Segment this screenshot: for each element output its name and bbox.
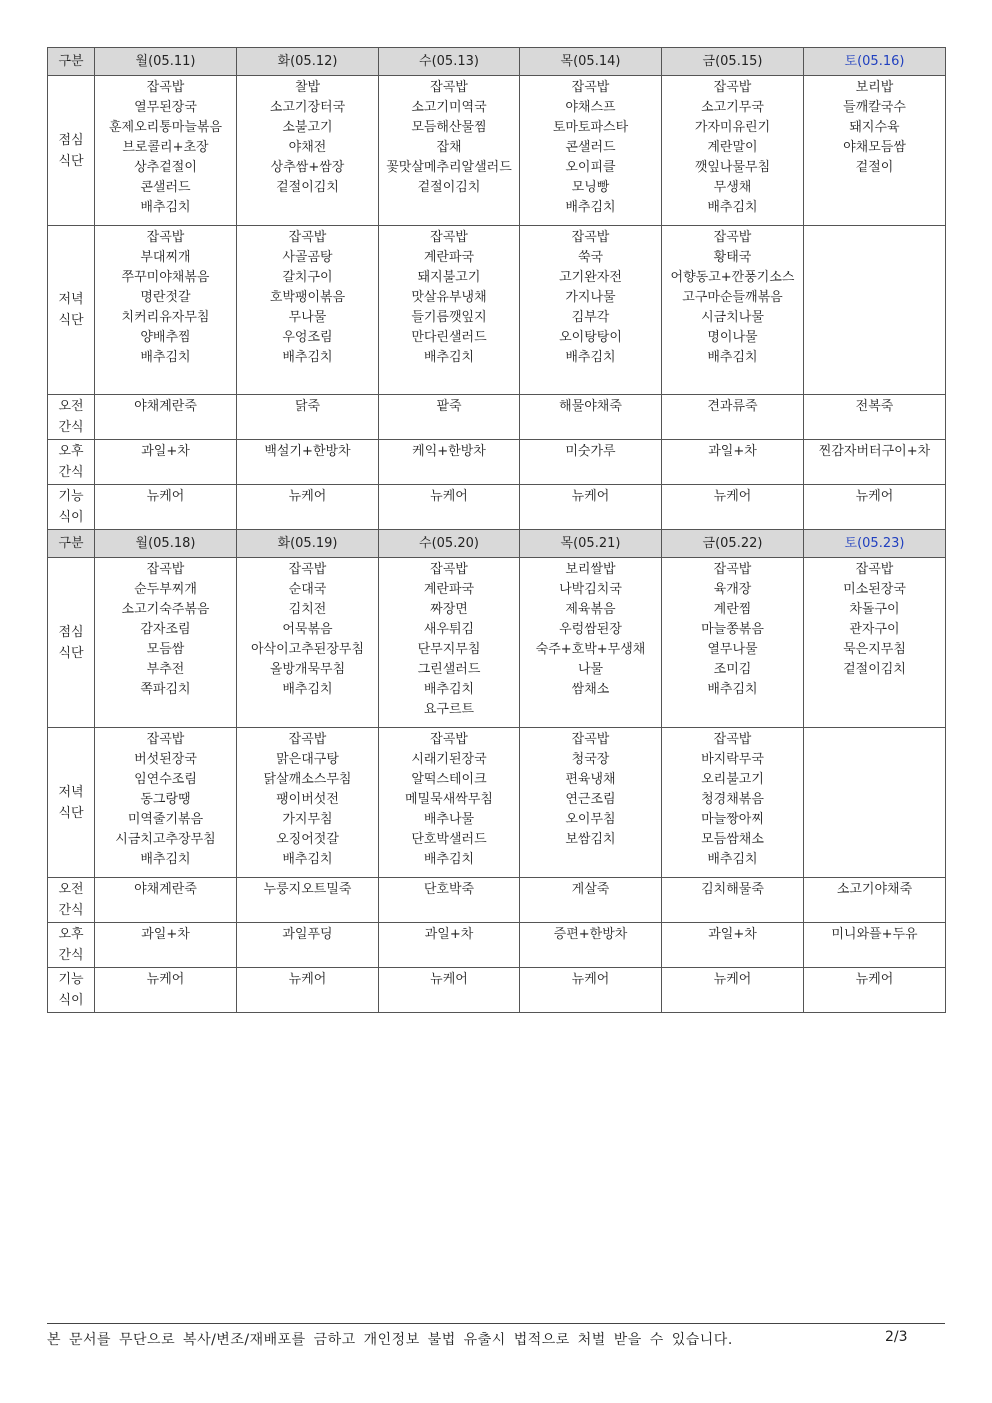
day-header: 목(05.21) (520, 530, 662, 558)
menu-item: 과일+차 (141, 444, 190, 459)
menu-item: 뉴케어 (571, 972, 610, 987)
menu-item: 순대국 (288, 582, 327, 597)
menu-item: 열무된장국 (134, 100, 197, 115)
menu-item: 계란말이 (707, 140, 758, 155)
menu-cell (662, 76, 804, 226)
menu-item: 소고기야채죽 (836, 882, 913, 897)
menu-item: 과일+차 (708, 927, 757, 942)
menu-item: 고기완자전 (559, 270, 622, 285)
menu-item: 뉴케어 (146, 972, 185, 987)
menu-item: 배추김치 (140, 200, 191, 215)
menu-item: 잡곡밥 (571, 230, 610, 245)
menu-item: 명이나물 (707, 330, 758, 345)
menu-cell (662, 923, 804, 968)
menu-cell (804, 440, 946, 485)
day-header: 화(05.12) (237, 48, 379, 76)
menu-item: 들기름깻잎지 (411, 310, 487, 325)
menu-cell (237, 440, 379, 485)
menu-item: 케익+한방차 (412, 444, 486, 459)
menu-cell (237, 728, 379, 878)
menu-item: 잡곡밥 (288, 562, 327, 577)
menu-item: 뉴케어 (288, 489, 327, 504)
menu-cell (237, 485, 379, 530)
menu-item: 맑은대구탕 (276, 752, 339, 767)
day-header: 금(05.15) (662, 48, 804, 76)
menu-item: 배추김치 (423, 682, 475, 697)
menu-item: 메밀묵새싹무침 (405, 792, 493, 807)
menu-cell (804, 878, 946, 923)
menu-cell (520, 485, 662, 530)
menu-item: 고구마순들깨볶음 (682, 290, 783, 305)
dinner-row (48, 226, 946, 395)
menu-item: 그린샐러드 (417, 662, 481, 677)
menu-cell (804, 968, 946, 1013)
menu-item: 미니와플+두유 (831, 927, 918, 942)
menu-cell (520, 440, 662, 485)
menu-item: 잡곡밥 (430, 732, 468, 747)
menu-item: 뉴케어 (288, 972, 327, 987)
menu-item: 묵은지무침 (843, 642, 906, 657)
menu-item: 잡채 (436, 140, 462, 155)
menu-item: 잡곡밥 (146, 230, 185, 245)
menu-cell (804, 226, 946, 395)
row-label: 점심 식단 (48, 558, 95, 728)
menu-item: 콘샐러드 (140, 180, 191, 195)
menu-item: 잡곡밥 (713, 80, 752, 95)
menu-item: 겉절이 (855, 160, 894, 175)
menu-item: 야채모듬쌈 (843, 140, 906, 155)
menu-item: 모듬쌈채소 (701, 832, 764, 847)
menu-item: 배추나물 (423, 812, 475, 827)
menu-cell (95, 923, 237, 968)
menu-item: 나박김치국 (559, 582, 622, 597)
menu-cell (237, 558, 379, 728)
menu-item: 과일+차 (424, 927, 474, 942)
menu-item: 과일푸딩 (282, 927, 333, 942)
menu-cell (520, 923, 662, 968)
menu-item: 증편+한방차 (553, 927, 628, 942)
footer-divider (47, 1323, 945, 1324)
menu-item: 나물 (577, 662, 604, 677)
menu-item: 소고기숙주볶음 (121, 602, 210, 617)
menu-cell (662, 395, 804, 440)
menu-item: 모듬해산물찜 (411, 120, 487, 135)
menu-item: 황태국 (713, 250, 752, 265)
row-label: 오후 간식 (48, 440, 95, 485)
page-number: 2/3 (885, 1329, 908, 1345)
row-label: 오후 간식 (48, 923, 95, 968)
day-header: 금(05.22) (662, 530, 804, 558)
menu-cell (379, 440, 520, 485)
meal-menu-table (47, 47, 946, 1013)
menu-item: 명란젓갈 (140, 290, 191, 305)
menu-item: 편육냉채 (565, 772, 616, 787)
menu-item: 팥죽 (436, 399, 462, 414)
menu-item: 육개장 (713, 582, 752, 597)
menu-cell (804, 76, 946, 226)
menu-item: 갈치구이 (282, 270, 333, 285)
menu-item: 동그랑땡 (140, 792, 191, 807)
menu-cell (237, 878, 379, 923)
menu-item: 소고기장터국 (269, 100, 346, 115)
menu-item: 배추김치 (423, 852, 475, 867)
week-header-row (48, 48, 946, 76)
menu-item: 시래기된장국 (411, 752, 487, 767)
row-label: 점심 식단 (48, 76, 95, 226)
menu-item: 겉절이김치 (417, 180, 481, 195)
week-header-row (48, 530, 946, 558)
menu-item: 청국장 (571, 752, 610, 767)
menu-item: 브로콜리+초장 (122, 140, 209, 155)
menu-item: 잡곡밥 (571, 80, 610, 95)
menu-item: 무나물 (288, 310, 327, 325)
dinner-row (48, 728, 946, 878)
menu-item: 훈제오리통마늘볶음 (108, 120, 223, 135)
menu-item: 상추쌈+쌈장 (270, 160, 345, 175)
menu-cell (520, 76, 662, 226)
menu-item: 오이무침 (565, 812, 616, 827)
menu-item: 임연수조림 (134, 772, 197, 787)
menu-item: 상추겉절이 (134, 160, 197, 175)
menu-item: 숙주+호박+무생채 (535, 642, 646, 657)
pm-snack-row (48, 440, 946, 485)
menu-item: 우엉조림 (282, 330, 333, 345)
menu-item: 보리쌀밥 (565, 562, 616, 577)
menu-item: 돼지수육 (849, 120, 900, 135)
row-label: 오전 간식 (48, 395, 95, 440)
am-snack-row (48, 395, 946, 440)
row-label: 저녁 식단 (48, 226, 95, 395)
menu-item: 모듬쌈 (146, 642, 185, 657)
menu-item: 야채계란죽 (134, 882, 197, 897)
menu-item: 치커리유자무침 (121, 310, 210, 325)
menu-item: 찐감자버터구이+차 (818, 444, 931, 459)
menu-cell (520, 395, 662, 440)
menu-cell (662, 878, 804, 923)
menu-item: 해물야채죽 (559, 399, 622, 414)
menu-item: 조미김 (713, 662, 752, 677)
menu-item: 전복죽 (855, 399, 894, 414)
menu-item: 배추김치 (140, 350, 191, 365)
menu-item: 겉절이김치 (843, 662, 906, 677)
menu-item: 잡곡밥 (571, 732, 610, 747)
pm-snack-row (48, 923, 946, 968)
menu-item: 부대찌개 (140, 250, 191, 265)
menu-item: 과일+차 (708, 444, 757, 459)
menu-item: 계란파국 (423, 582, 475, 597)
menu-item: 배추김치 (423, 350, 475, 365)
menu-item: 잡곡밥 (288, 230, 327, 245)
menu-item: 보리밥 (855, 80, 894, 95)
menu-cell (379, 76, 520, 226)
menu-item: 계란파국 (423, 250, 475, 265)
menu-item: 계란찜 (713, 602, 752, 617)
footer-notice: 본 문서를 무단으로 복사/변조/재배포를 금하고 개인정보 불법 유출시 법적으로 처벌 받을 수 있습니다. (47, 1332, 733, 1348)
menu-item: 호박팽이볶음 (269, 290, 346, 305)
menu-item: 돼지불고기 (417, 270, 481, 285)
menu-item: 잡곡밥 (713, 562, 752, 577)
menu-item: 양배추찜 (140, 330, 191, 345)
menu-item: 김치전 (288, 602, 327, 617)
header-label: 구분 (48, 48, 95, 76)
menu-cell (95, 878, 237, 923)
header-label: 구분 (48, 530, 95, 558)
menu-item: 가지무침 (282, 812, 333, 827)
menu-item: 마늘쫑볶음 (701, 622, 764, 637)
menu-item: 야채스프 (565, 100, 616, 115)
menu-item: 쭈꾸미야채볶음 (121, 270, 210, 285)
menu-cell (662, 485, 804, 530)
menu-item: 단무지무침 (417, 642, 481, 657)
menu-cell (95, 968, 237, 1013)
menu-item: 잡곡밥 (430, 562, 468, 577)
menu-cell (662, 440, 804, 485)
menu-item: 아삭이고추된장무침 (250, 642, 365, 657)
menu-item: 잡곡밥 (146, 80, 185, 95)
lunch-row (48, 558, 946, 728)
menu-item: 어향동고+깐풍기소스 (670, 270, 795, 285)
menu-cell (662, 728, 804, 878)
menu-item: 무생채 (713, 180, 752, 195)
menu-item: 열무나물 (707, 642, 758, 657)
menu-cell (662, 558, 804, 728)
menu-item: 뉴케어 (855, 489, 894, 504)
menu-item: 미소된장국 (843, 582, 906, 597)
menu-cell (804, 395, 946, 440)
menu-item: 연근조림 (565, 792, 616, 807)
menu-item: 김치해물죽 (701, 882, 764, 897)
menu-item: 뉴케어 (713, 972, 752, 987)
menu-cell (804, 728, 946, 878)
menu-item: 배추김치 (565, 350, 616, 365)
menu-item: 잡곡밥 (713, 230, 752, 245)
menu-item: 미숫가루 (565, 444, 616, 459)
menu-item: 잡곡밥 (855, 562, 894, 577)
menu-item: 배추김치 (707, 852, 758, 867)
menu-item: 오이피클 (565, 160, 616, 175)
functional-diet-row (48, 485, 946, 530)
day-header: 월(05.11) (95, 48, 237, 76)
menu-item: 버섯된장국 (134, 752, 197, 767)
menu-item: 소불고기 (282, 120, 333, 135)
menu-item: 감자조림 (140, 622, 191, 637)
menu-cell (662, 226, 804, 395)
menu-item: 미역줄기볶음 (127, 812, 204, 827)
row-label: 오전 간식 (48, 878, 95, 923)
menu-item: 찰밥 (294, 80, 321, 95)
menu-cell (237, 923, 379, 968)
menu-cell (379, 728, 520, 878)
menu-item: 잡곡밥 (430, 230, 468, 245)
menu-item: 가자미유린기 (694, 120, 771, 135)
day-header: 월(05.18) (95, 530, 237, 558)
menu-item: 시금치나물 (701, 310, 764, 325)
menu-item: 오이탕탕이 (559, 330, 622, 345)
day-header: 수(05.20) (379, 530, 520, 558)
menu-item: 잡곡밥 (430, 80, 468, 95)
menu-cell (95, 440, 237, 485)
menu-item: 단호박샐러드 (411, 832, 487, 847)
menu-item: 잡곡밥 (288, 732, 327, 747)
menu-item: 배추김치 (282, 350, 333, 365)
menu-cell (804, 558, 946, 728)
menu-cell (379, 923, 520, 968)
menu-item: 게살죽 (571, 882, 610, 897)
menu-item: 요구르트 (423, 702, 475, 717)
menu-cell (804, 923, 946, 968)
menu-item: 알떡스테이크 (411, 772, 487, 787)
menu-cell (520, 728, 662, 878)
menu-item: 팽이버섯전 (276, 792, 339, 807)
menu-item: 배추김치 (707, 682, 758, 697)
row-label: 기능 식이 (48, 968, 95, 1013)
menu-item: 사골곰탕 (282, 250, 333, 265)
menu-item: 어묵볶음 (282, 622, 333, 637)
row-label: 기능 식이 (48, 485, 95, 530)
menu-item: 겉절이김치 (276, 180, 339, 195)
menu-cell (95, 76, 237, 226)
menu-cell (520, 226, 662, 395)
menu-item: 부추전 (146, 662, 185, 677)
menu-item: 잡곡밥 (146, 732, 185, 747)
menu-item: 오징어젓갈 (276, 832, 339, 847)
menu-item: 배추김치 (707, 200, 758, 215)
day-header: 화(05.19) (237, 530, 379, 558)
menu-cell (379, 226, 520, 395)
menu-item: 쌈채소 (571, 682, 610, 697)
menu-cell (237, 968, 379, 1013)
menu-item: 야채전 (288, 140, 327, 155)
menu-item: 뉴케어 (713, 489, 752, 504)
menu-cell (520, 968, 662, 1013)
menu-item: 들깨칼국수 (843, 100, 906, 115)
menu-item: 뉴케어 (146, 489, 185, 504)
lunch-row (48, 76, 946, 226)
menu-item: 시금치고추장무침 (115, 832, 216, 847)
functional-diet-row (48, 968, 946, 1013)
menu-item: 배추김치 (140, 852, 191, 867)
menu-item: 꽃맛살메추리알샐러드 (386, 160, 512, 175)
menu-item: 김부각 (571, 310, 610, 325)
menu-item: 뉴케어 (855, 972, 894, 987)
menu-cell (95, 226, 237, 395)
day-header: 목(05.14) (520, 48, 662, 76)
day-header: 토(05.23) (804, 530, 946, 558)
day-header: 수(05.13) (379, 48, 520, 76)
menu-cell (520, 878, 662, 923)
menu-item: 우렁쌈된장 (559, 622, 622, 637)
menu-item: 새우튀김 (423, 622, 475, 637)
menu-cell (520, 558, 662, 728)
menu-item: 뉴케어 (430, 489, 468, 504)
menu-item: 소고기미역국 (411, 100, 487, 115)
menu-item: 단호박죽 (423, 882, 475, 897)
menu-cell (379, 485, 520, 530)
menu-item: 배추김치 (282, 852, 333, 867)
menu-item: 짜장면 (430, 602, 468, 617)
menu-item: 뉴케어 (430, 972, 468, 987)
menu-item: 과일+차 (141, 927, 190, 942)
menu-item: 쑥국 (577, 250, 604, 265)
menu-item: 백설기+한방차 (264, 444, 351, 459)
menu-item: 야채계란죽 (134, 399, 197, 414)
menu-item: 잡곡밥 (713, 732, 752, 747)
menu-item: 오리불고기 (701, 772, 764, 787)
menu-cell (237, 226, 379, 395)
menu-item: 제육볶음 (565, 602, 616, 617)
menu-item: 배추김치 (282, 682, 333, 697)
menu-item: 올방개묵무침 (269, 662, 346, 677)
menu-cell (95, 395, 237, 440)
menu-item: 견과류죽 (707, 399, 758, 414)
menu-cell (237, 76, 379, 226)
menu-item: 보쌈김치 (565, 832, 616, 847)
menu-item: 뉴케어 (571, 489, 610, 504)
menu-cell (237, 395, 379, 440)
menu-cell (804, 485, 946, 530)
menu-item: 맛살유부냉채 (411, 290, 487, 305)
menu-item: 누룽지오트밀죽 (263, 882, 352, 897)
menu-item: 토마토파스타 (552, 120, 629, 135)
menu-item: 배추김치 (565, 200, 616, 215)
menu-cell (95, 485, 237, 530)
menu-item: 청경채볶음 (701, 792, 764, 807)
menu-item: 가지나물 (565, 290, 616, 305)
day-header: 토(05.16) (804, 48, 946, 76)
menu-item: 만다린샐러드 (411, 330, 487, 345)
menu-item: 닭살깨소스무침 (263, 772, 352, 787)
am-snack-row (48, 878, 946, 923)
menu-cell (662, 968, 804, 1013)
menu-item: 잡곡밥 (146, 562, 185, 577)
menu-item: 관자구이 (849, 622, 900, 637)
menu-cell (95, 728, 237, 878)
menu-item: 배추김치 (707, 350, 758, 365)
menu-item: 모닝빵 (571, 180, 610, 195)
menu-cell (379, 878, 520, 923)
menu-item: 콘샐러드 (565, 140, 616, 155)
menu-item: 깻잎나물무침 (694, 160, 771, 175)
menu-cell (379, 968, 520, 1013)
menu-item: 순두부찌개 (134, 582, 197, 597)
menu-item: 소고기무국 (701, 100, 764, 115)
menu-cell (379, 558, 520, 728)
row-label: 저녁 식단 (48, 728, 95, 878)
menu-item: 마늘짱아찌 (701, 812, 764, 827)
menu-cell (95, 558, 237, 728)
menu-cell (379, 395, 520, 440)
menu-item: 바지락무국 (701, 752, 764, 767)
menu-item: 차돌구이 (849, 602, 900, 617)
menu-item: 쪽파김치 (140, 682, 191, 697)
menu-item: 닭죽 (294, 399, 321, 414)
